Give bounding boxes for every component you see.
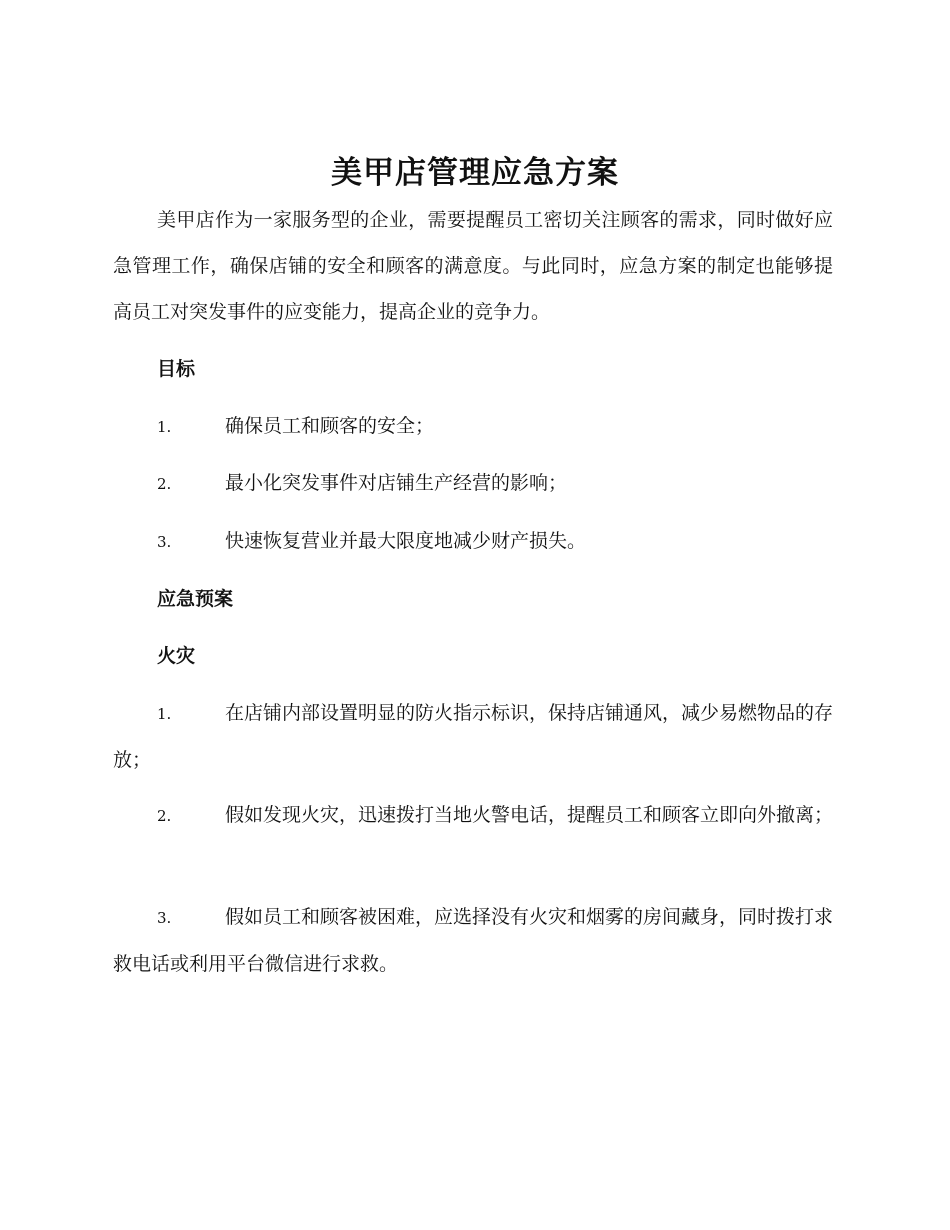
intro-paragraph: 美甲店作为一家服务型的企业，需要提醒员工密切关注顾客的需求，同时做好应急管理工作，确保店铺的安全和顾客的满意度。与此同时，应急方案的制定也能够提高员工对突发事件的应变能力，提高企业的竞争力。 <box>113 209 833 323</box>
goals-heading: 目标 <box>157 358 196 380</box>
list-number: 1. <box>157 705 172 723</box>
fire-item <box>113 894 833 987</box>
list-text: 快速恢复营业并最大限度地减少财产损失。 <box>225 530 587 552</box>
list-text: 最小化突发事件对店铺生产经营的影响； <box>225 472 568 494</box>
document-title: 美甲店管理应急方案 <box>331 155 619 191</box>
list-text: 在店铺内部设置明显的防火指示标识，保持店铺通风，减少易燃物品的存放； <box>113 702 834 771</box>
fire-item <box>113 792 833 839</box>
list-number: 2. <box>157 807 172 825</box>
goal-item <box>113 403 833 450</box>
list-number: 3. <box>157 533 172 551</box>
fire-item <box>113 690 833 783</box>
goal-item <box>113 518 833 565</box>
list-text: 确保员工和顾客的安全； <box>225 415 435 437</box>
list-text: 假如发现火灾，迅速拨打当地火警电话，提醒员工和顾客立即向外撤离； <box>225 804 834 826</box>
fire-heading: 火灾 <box>157 645 196 667</box>
list-number: 2. <box>157 475 172 493</box>
plan-heading: 应急预案 <box>157 588 234 610</box>
list-number: 3. <box>157 909 172 927</box>
list-text: 假如员工和顾客被困难，应选择没有火灾和烟雾的房间藏身，同时拨打求救电话或利用平台微信进行求救。 <box>113 906 834 975</box>
list-number: 1. <box>157 418 172 436</box>
goal-item <box>113 460 833 507</box>
